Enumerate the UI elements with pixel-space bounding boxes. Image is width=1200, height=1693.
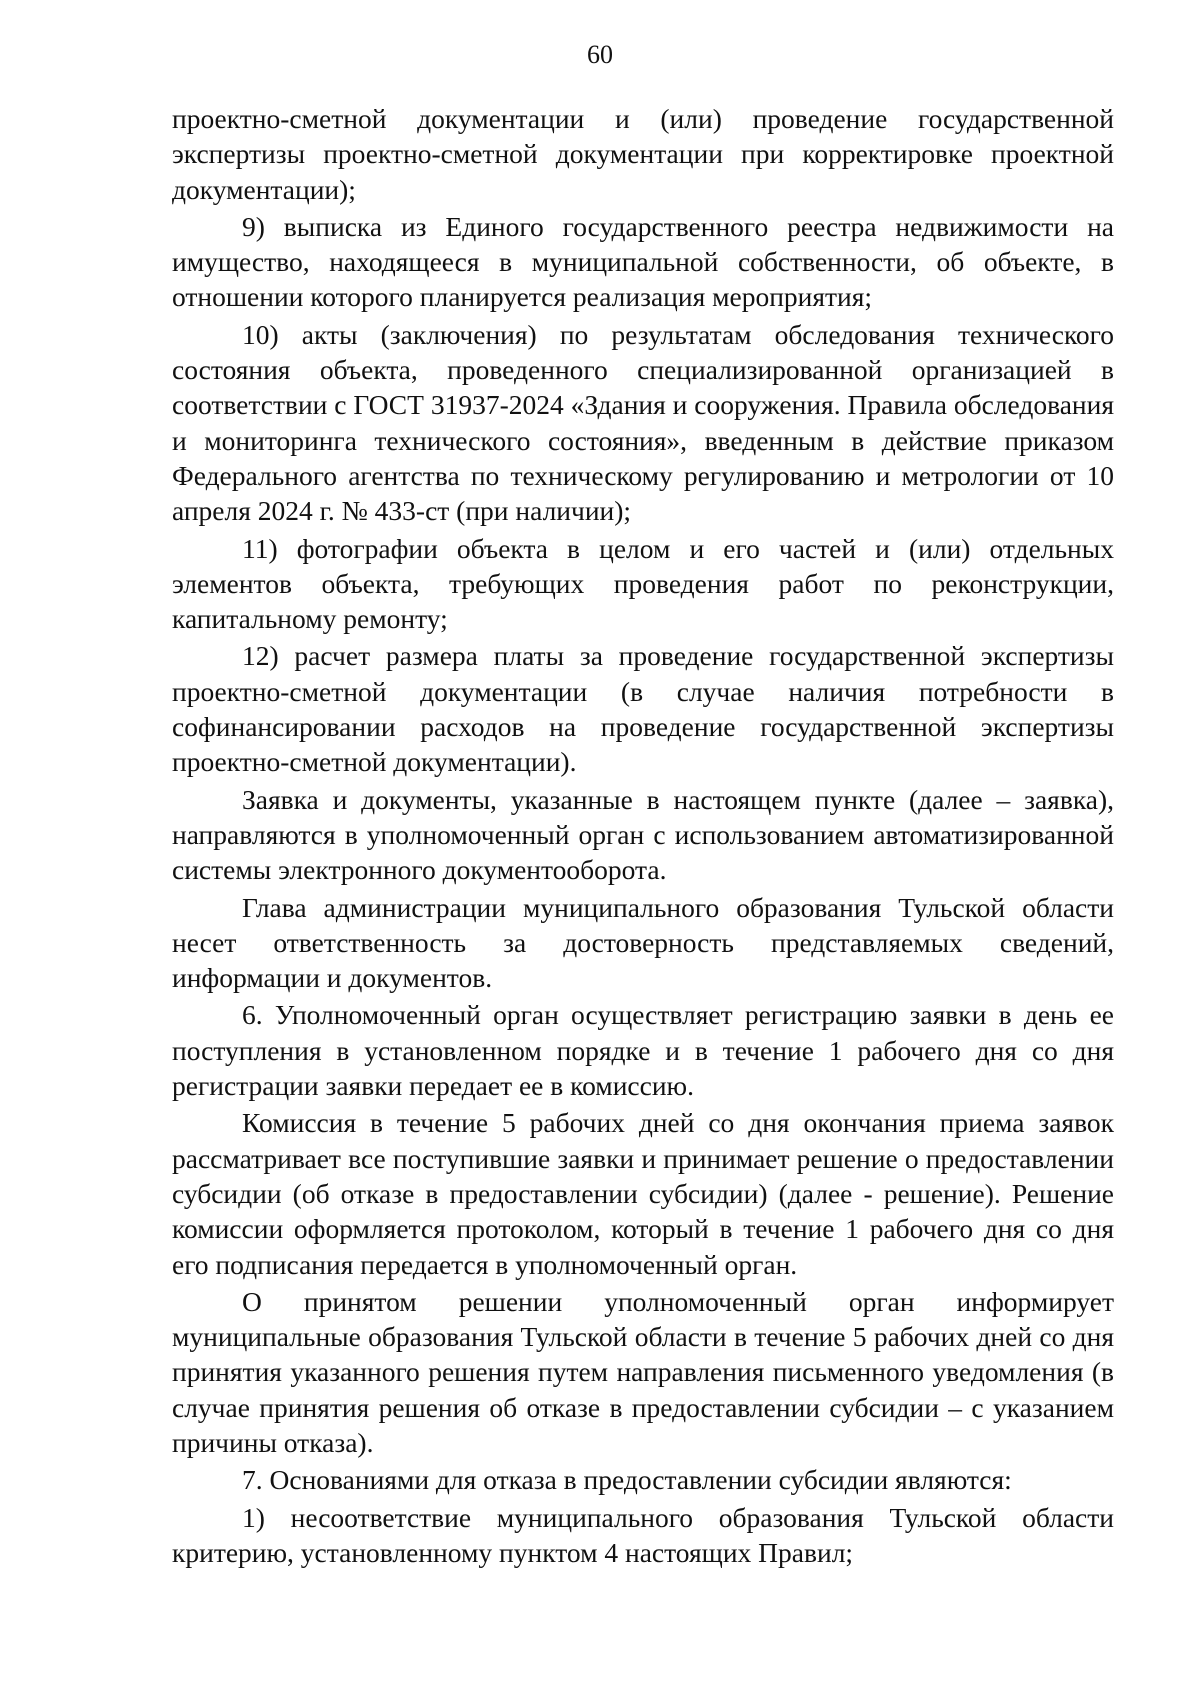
paragraph-item-9: 9) выписка из Единого государственного реестра недвижимости на имущество, находящееся в муниципальной собственности, об объекте, в отношении которого планируется реализация мероприятия;: [172, 210, 1114, 313]
paragraph-continuation: проектно-сметной документации и (или) проведение государственной экспертизы проектно-сметной документации при корректировке проектной документации);: [172, 103, 1114, 205]
page-number: 60: [587, 40, 613, 69]
paragraph-item-10: 10) акты (заключения) по результатам обследования технического состояния объекта, проведенного специализированной организацией в соответствии с ГОСТ 31937-2024 «Здания и сооружения. Правила обследования и мониторинга технического состояния», введенным в действие приказом Федерального агентства по техническому регулированию и метрологии от 10 апреля 2024 г. № 433-ст (при наличии);: [172, 318, 1114, 527]
paragraph-item-12: 12) расчет размера платы за проведение государственной экспертизы проектно-сметной документации (в случае наличия потребности в софинансировании расходов на проведение государственной экспертизы проектно-сметной документации).: [172, 640, 1114, 778]
paragraph-section-6: 6. Уполномоченный орган осуществляет регистрацию заявки в день ее поступления в установленном порядке и в течение 1 рабочего дня со дня регистрации заявки передает ее в комиссию.: [172, 999, 1114, 1102]
paragraph-decision-notice: О принятом решении уполномоченный орган информирует муниципальные образования Тульской области в течение 5 рабочих дней со дня принятия указанного решения путем направления письменного уведомления (в случае принятия решения об отказе в предоставлении субсидии – с указанием причины отказа).: [172, 1285, 1114, 1458]
paragraph-application-submission: Заявка и документы, указанные в настоящем пункте (далее – заявка), направляются в уполномоченный орган с использованием автоматизированной системы электронного документооборота.: [172, 783, 1114, 886]
paragraph-commission-review: Комиссия в течение 5 рабочих дней со дня окончания приема заявок рассматривает все поступившие заявки и принимает решение о предоставлении субсидии (об отказе в предоставлении субсидии) (далее - решение). Решение комиссии оформляется протоколом, который в течение 1 рабочего дня со дня его подписания передается в уполномоченный орган.: [172, 1107, 1114, 1280]
document-body: [172, 101, 1114, 1570]
paragraph-section-7: 7. Основаниями для отказа в предоставлении субсидии являются:: [242, 1464, 1012, 1496]
paragraph-refusal-reason-1: 1) несоответствие муниципального образования Тульской области критерию, установленному пунктом 4 настоящих Правил;: [172, 1501, 1114, 1568]
paragraph-head-responsibility: Глава администрации муниципального образования Тульской области несет ответственность за достоверность представляемых сведений, информации и документов.: [172, 891, 1114, 994]
paragraph-item-11: 11) фотографии объекта в целом и его частей и (или) отдельных элементов объекта, требующих проведения работ по реконструкции, капитальному ремонту;: [172, 532, 1114, 635]
